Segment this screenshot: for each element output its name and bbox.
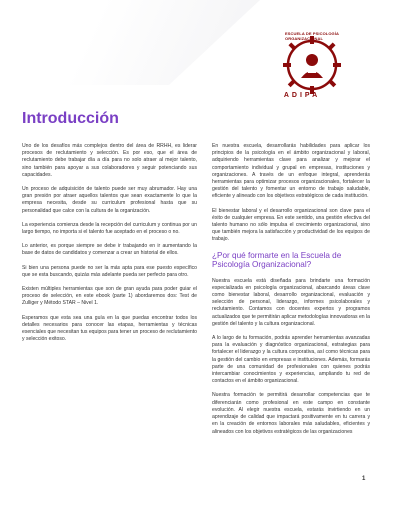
paragraph: Lo anterior, es porque siempre se debe ir trabajando en ir aumentando la base de datos de candidatos y comenzar a crear un historial de ellos. [22, 243, 197, 257]
page-title: Introducción [22, 110, 119, 127]
logo-caption-line2: ORGANIZACIONAL [285, 35, 324, 41]
paragraph: Existen múltiples herramientas que son de gran ayuda para poder guiar el proceso de selección, en este ebook (parte 1) abordaremos dos: Test de Zulliger y Método STAR – Nivel 1. [22, 286, 197, 307]
page-number: 1 [362, 476, 366, 482]
paragraph: A lo largo de tu formación, podrás aprender herramientas avanzadas para la evaluación y diagnóstico organizacional, estrategias para fortalecer el liderazgo y la cultura corporativa, así como técnicas para la gestión del cambio en empresas e instituciones. Además, formarás parte de una comunidad de profesionales con quienes podrás intercambiar conocimientos y experiencias, ampliando tu red de contactos en el ámbito organizacional. [212, 335, 370, 385]
paragraph: En nuestra escuela, desarrollarás habilidades para aplicar los principios de la psicología en el ámbito organizacional y laboral, adquiriendo herramientas clave para analizar y mejorar el comportamiento individual y grupal en empresas, instituciones y organizaciones. A través de un enfoque integral, aprenderás herramientas para optimizar procesos organizacionales, fortalecer la gestión del talento y fomentar un entorno de trabajo saludable, eficiente y alineado con los objetivos estratégicos de cada institución. [212, 143, 370, 200]
right-column [212, 143, 370, 443]
paragraph: La experiencia comienza desde la recepción del curriculum y continua por un largo tiempo, no importa si el talento fue aceptado en el proceso o no. [22, 221, 197, 236]
paragraph: Uno de los desafíos más complejos dentro del área de RRHH, es liderar procesos de reclutamiento y selección. Es por eso, que el área de reclutamiento debe trabajar día a día para no solo atraer al mejor talento, sino también para apoyar a sus colaboradores y seguir potenciando sus capacidades. [22, 143, 197, 178]
paragraph: El bienestar laboral y el desarrollo organizacional son clave para el éxito de cualquier empresa. En este sentido, una gestión efectiva del talento humano no sólo impulsa el crecimiento organizacional, sino que también mejora la satisfacción y productividad de los equipos de trabajo. [212, 207, 370, 243]
section-subheading: ¿Por qué formarte en la Escuela de Psicología Organizacional? [212, 250, 342, 270]
paragraph: Si bien una persona puede no ser la más apta para ese puesto específico que se esta buscando, quizás más adelante pueda ser perfecto para otro. [22, 264, 197, 278]
paragraph: Nuestra formación te permitirá desarrollar competencias que te diferenciarán como profesional en este campo en constante evolución. Al elegir nuestra escuela, estarás invirtiendo en un aprendizaje de calidad que impactará positivamente en tu carrera y en la creación de entornos laborales más saludables, eficientes y alineados con los objetivos estratégicos de las organizaciones [212, 392, 370, 435]
logo-caption [285, 32, 363, 42]
logo-caption-line1: ESCUELA DE PSICOLOGÍA [285, 31, 339, 36]
paragraph: Un proceso de adquisición de talento puede ser muy abrumador. Hay una gran presión por atraer aquellos talentos que sean exactamente lo que la empresa necesita, desde su curriculum profesional hasta que su personalidad que calce con la cultura de la organización. [22, 186, 197, 214]
left-column [22, 143, 197, 350]
header-decoration [0, 0, 260, 85]
paragraph: Esperamos que esta sea una guía en la que puedas encontrar todos los detalles necesarios para conocer las etapas, herramientas y técnicas esenciales que necesitan tus equipos para tener un proceso de reclutamiento y selección exitoso. [22, 314, 197, 343]
logo-wordmark: ADIPA [283, 92, 321, 99]
paragraph: Nuestra escuela está diseñada para brindarte una formación especializada en psicología organizacional, abarcando áreas clave como bienestar laboral, desarrollo organizacional, evaluación y selección de personal, liderazgo, informes psicolaborales y reclutamiento. Contamos con docentes expertos y programos actualizados que te permitirán aplicar metodologías innovadoras en la gestión del talento y la cultura organizacional. [212, 277, 371, 327]
